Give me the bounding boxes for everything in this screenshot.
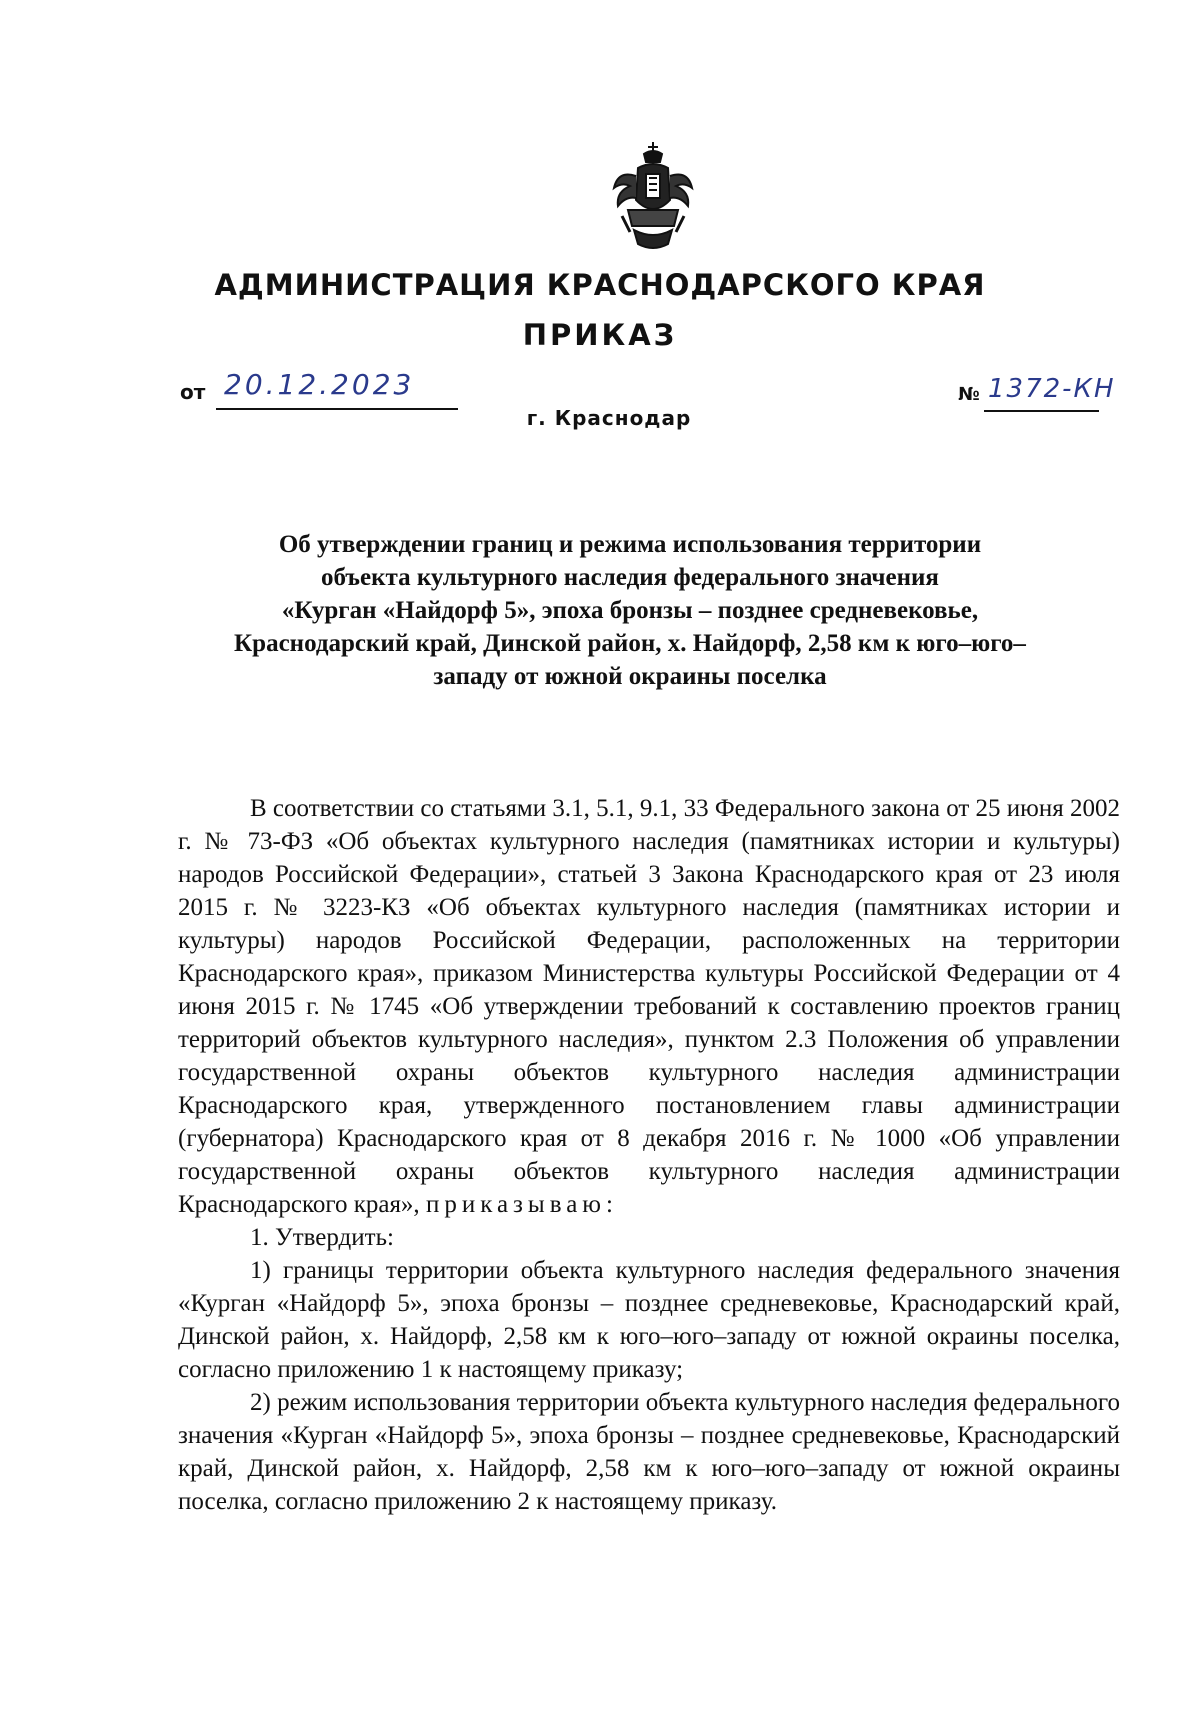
- preamble-paragraph: [178, 792, 1120, 1221]
- handwritten-date: 20.12.2023: [224, 368, 415, 401]
- order-word: приказываю:: [425, 1191, 618, 1218]
- handwritten-number: 1372-КН: [988, 374, 1116, 404]
- subject-line: Об утверждении границ и режима использования территории: [278, 531, 982, 558]
- document-subject: [180, 528, 1080, 693]
- city-name: г. Краснодар: [526, 406, 692, 430]
- item-1: 1. Утвердить:: [250, 1224, 394, 1251]
- subject-line: западу от южной окраины поселка: [433, 663, 827, 690]
- subject-line: Краснодарский край, Динской район, х. Найдорф, 2,58 км к юго–юго–: [234, 630, 1026, 657]
- item-1-1: 1) границы территории объекта культурного наследия федерального значения «Курган «Найдорф 5», эпоха бронзы – позднее средневековье, Краснодарский край, Динской район, х. Найдорф, 2,58 км к юго–юго–западу от южной окраины поселка, согласно приложению 1 к настоящему приказу;: [178, 1257, 1120, 1383]
- date-prefix: от: [180, 380, 206, 404]
- krasnodar-coat-of-arms-icon: [608, 140, 698, 252]
- preamble-text: В соответствии со статьями 3.1, 5.1, 9.1, 33 Федерального закона от 25 июня 2002 г. № 73-ФЗ «Об объектах культурного наследия (памятниках истории и культуры) народов Российской Федерации», статьей 3 Закона Краснодарского края от 23 июля 2015 г. № 3223-КЗ «Об объектах культурного наследия (памятниках истории и культуры) народов Российской Федерации, расположенных на территории Краснодарского края», приказом Министерства культуры Российской Федерации от 4 июня 2015 г. № 1745 «Об утверждении требований к составлению проектов границ территорий объектов культурного наследия», пунктом 2.3 Положения об управлении государственной охраны объектов культурного наследия администрации Краснодарского края, утвержденного постановлением главы администрации (губернатора) Краснодарского края от 8 декабря 2016 г. № 1000 «Об управлении государственной охраны объектов культурного наследия администрации Краснодарского края»,: [178, 795, 1120, 1218]
- document-body: [178, 792, 1120, 1518]
- number-prefix: №: [958, 384, 980, 405]
- organization-name: АДМИНИСТРАЦИЯ КРАСНОДАРСКОГО КРАЯ: [214, 268, 986, 302]
- subject-line: объекта культурного наследия федерального значения: [321, 564, 939, 591]
- subject-line: «Курган «Найдорф 5», эпоха бронзы – позднее средневековье,: [281, 597, 979, 624]
- item-1-2: 2) режим использования территории объекта культурного наследия федерального значения «Курган «Найдорф 5», эпоха бронзы – позднее средневековье, Краснодарский край, Динской район, х. Найдорф, 2,58 км к юго–юго–западу от южной окраины поселка, согласно приложению 2 к настоящему приказу.: [178, 1389, 1120, 1515]
- document-type: ПРИКАЗ: [522, 318, 678, 352]
